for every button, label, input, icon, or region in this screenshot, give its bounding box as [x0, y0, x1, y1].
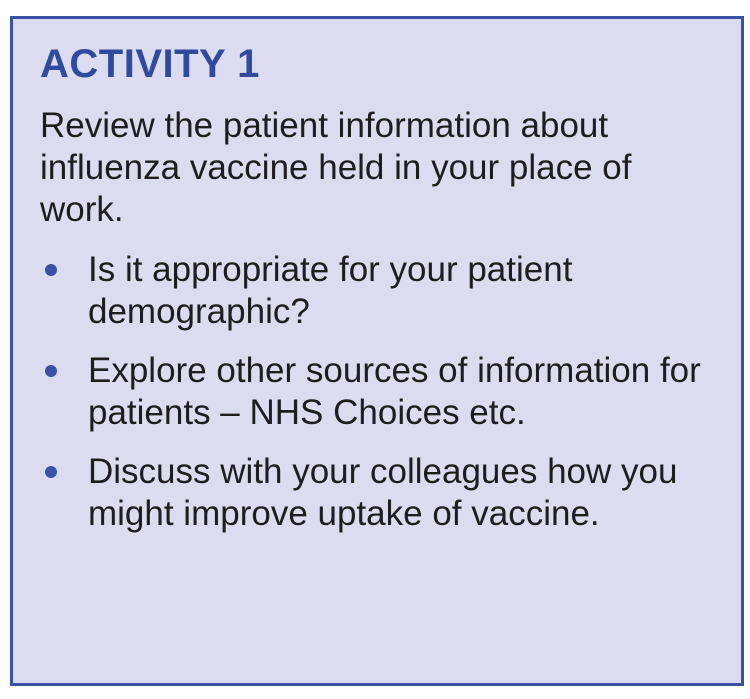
activity-title: ACTIVITY 1: [40, 42, 260, 86]
activity-intro: Review the patient information about influenza vaccine held in your place of work.: [40, 106, 632, 229]
list-item-text: Explore other sources of information for patients – NHS Choices etc.: [88, 351, 701, 432]
list-item: [40, 249, 717, 333]
list-item-text: Is it appropriate for your patient demographic?: [88, 250, 573, 331]
bullet-icon: [45, 264, 57, 276]
bullet-icon: [45, 466, 57, 478]
activity-box: [10, 16, 744, 686]
activity-bullet-list: [40, 249, 717, 535]
list-item: [40, 350, 717, 434]
bullet-icon: [45, 365, 57, 377]
list-item-text: Discuss with your colleagues how you might improve uptake of vaccine.: [88, 452, 678, 533]
list-item: [40, 451, 717, 535]
